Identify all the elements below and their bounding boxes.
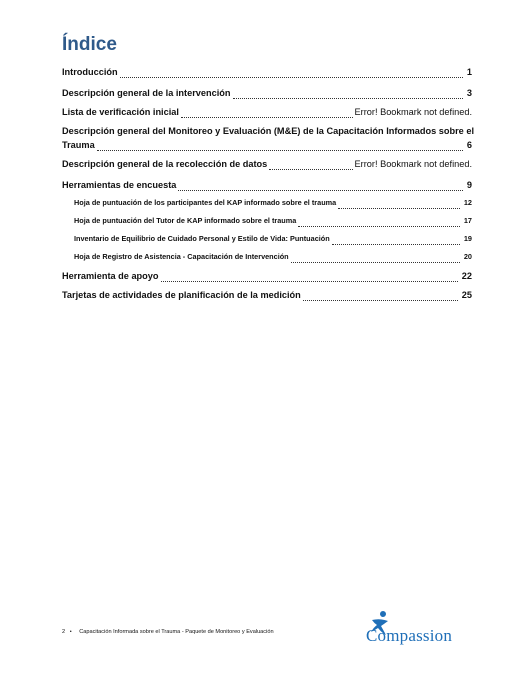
page-title: Índice [62, 34, 117, 55]
toc-entry-page: 22 [461, 271, 472, 281]
toc-entry-label: Tarjetas de actividades de planificación de la medición [62, 290, 301, 300]
toc-entry-label: Hoja de puntuación del Tutor de KAP informado sobre el trauma [74, 216, 297, 225]
toc-entry-label: Trauma [62, 140, 95, 150]
toc-entry-page: 19 [463, 234, 472, 243]
toc-entry-label: Herramienta de apoyo [62, 271, 159, 281]
toc-entry[interactable] [62, 66, 472, 78]
toc-leader-dots [181, 107, 353, 118]
toc-entry-page: 6 [466, 140, 472, 150]
toc-entry-label: Descripción general de la recolección de datos [62, 159, 268, 169]
toc-entry-label: Hoja de Registro de Asistencia - Capacitación de Intervención [74, 252, 289, 261]
toc-leader-dots [161, 271, 458, 282]
footer-page-number: 2 [62, 629, 66, 635]
toc-subentry[interactable] [74, 197, 472, 209]
toc-entry[interactable] [62, 87, 472, 99]
toc-leader-dots [303, 290, 458, 301]
toc-leader-dots [97, 140, 463, 151]
toc-entry-label: Inventario de Equilibrio de Cuidado Personal y Estilo de Vida: Puntuación [74, 234, 330, 243]
toc-entry-page: 9 [466, 180, 472, 190]
footer-bullet: • [69, 629, 72, 635]
toc-leader-dots [332, 234, 460, 245]
footer-text: Capacitación Informada sobre el Trauma - Paquete de Monitoreo y Evaluación [79, 629, 274, 635]
toc-leader-dots [338, 198, 460, 209]
toc-leader-dots [291, 252, 460, 263]
toc-entry[interactable] [62, 125, 475, 137]
toc-entry-page: 3 [466, 88, 472, 98]
toc-entry[interactable] [62, 179, 472, 191]
toc-leader-dots [233, 88, 463, 99]
toc-entry-page: 20 [463, 252, 472, 261]
toc-leader-dots [178, 180, 462, 191]
toc-entry-page: Error! Bookmark not defined. [354, 159, 472, 169]
toc-entry-label: Hoja de puntuación de los participantes del KAP informado sobre el trauma [74, 198, 337, 207]
toc-leader-dots [120, 67, 463, 78]
toc-entry[interactable] [62, 106, 472, 118]
toc-entry-page: 25 [461, 290, 472, 300]
toc-entry[interactable] [62, 270, 472, 282]
toc-leader-dots [269, 159, 352, 170]
toc-entry-page: 1 [466, 67, 472, 77]
compassion-logo-text: Compassion [366, 626, 453, 645]
toc-entry-label: Descripción general de la intervención [62, 88, 231, 98]
toc-entry-page: 12 [463, 198, 472, 207]
toc-entry[interactable] [62, 289, 472, 301]
toc-subentry[interactable] [74, 251, 472, 263]
toc-entry-continuation[interactable] [62, 139, 472, 151]
toc-subentry[interactable] [74, 233, 472, 245]
toc-entry[interactable] [62, 158, 472, 170]
toc-entry-page: Error! Bookmark not defined. [354, 107, 472, 117]
page-footer [62, 629, 274, 635]
toc-entry-label: Introducción [62, 67, 118, 77]
toc-entry-label: Lista de verificación inicial [62, 107, 179, 117]
toc-entry-label: Descripción general del Monitoreo y Evaluación (M&E) de la Capacitación Informados sobre el [62, 126, 475, 136]
toc-leader-dots [298, 216, 460, 227]
toc-entry-label: Herramientas de encuesta [62, 180, 177, 190]
toc-entry-page: 17 [463, 216, 472, 225]
toc-subentry[interactable] [74, 215, 472, 227]
